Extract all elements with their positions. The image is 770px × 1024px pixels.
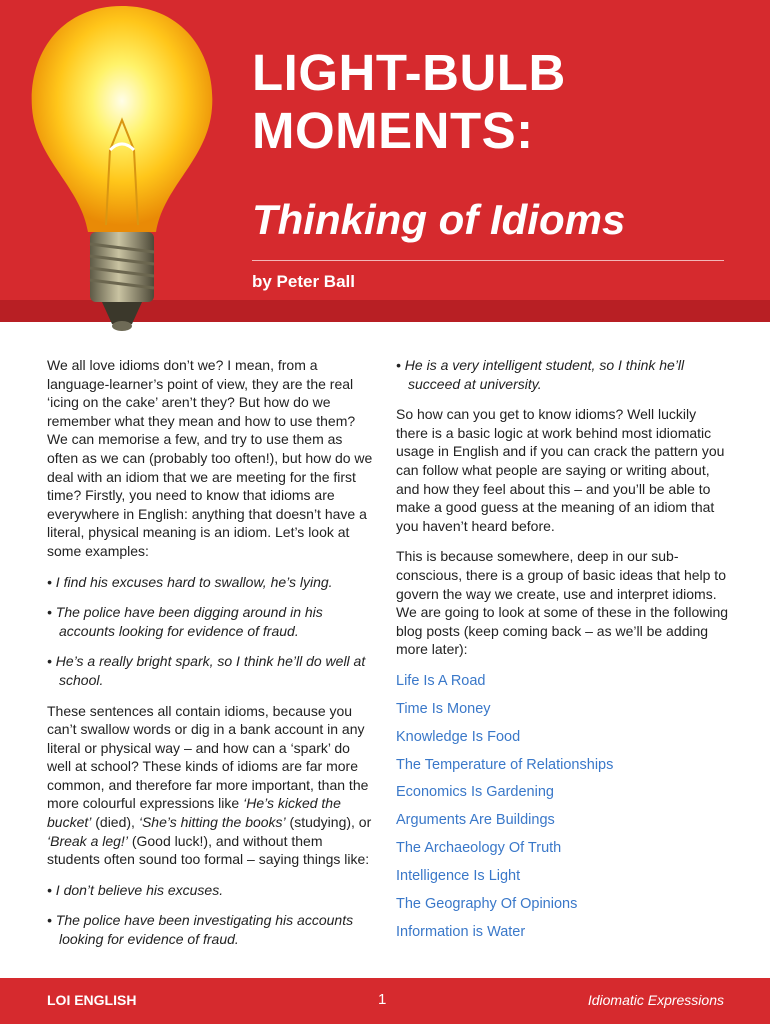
light-bulb-illustration bbox=[10, 0, 235, 340]
text-run: These sentences all contain idioms, because you can’t swallow words or dig in a bank account in any literal or physical way – and how can a ‘spark’ do well at school? These kinds of idioms are far more common, and therefore far more important, than the more colourful expressions like bbox=[47, 702, 369, 812]
blog-link[interactable]: The Temperature of Relationships bbox=[396, 756, 614, 773]
blog-link[interactable]: Life Is A Road bbox=[396, 672, 486, 689]
list-item bbox=[396, 866, 730, 886]
blog-link[interactable]: Time Is Money bbox=[396, 700, 491, 717]
title-line-2: MOMENTS: bbox=[252, 102, 534, 159]
idiom-quote: ‘She’s hitting the books’ bbox=[138, 814, 286, 831]
idiom-quote: ‘He’s kicked the bucket’ bbox=[47, 795, 341, 831]
page-number: 1 bbox=[378, 991, 387, 1008]
example-sentence: • He’s a really bright spark, so I think he’ll do well at school. bbox=[47, 653, 366, 688]
idiom-quote: ‘Break a leg!’ bbox=[47, 832, 128, 849]
header-divider bbox=[252, 260, 724, 261]
blog-link[interactable]: Economics Is Gardening bbox=[396, 784, 554, 801]
blog-link[interactable]: The Geography Of Opinions bbox=[396, 896, 578, 913]
text-run: (Good luck!), and without them students often sound too formal – saying things like: bbox=[47, 832, 370, 868]
brand-name: LOI ENGLISH bbox=[47, 992, 137, 1008]
title-line-1: LIGHT-BULB bbox=[252, 44, 566, 101]
right-column bbox=[396, 356, 730, 950]
text-run: (studying), or bbox=[285, 814, 372, 831]
list-item bbox=[396, 838, 730, 858]
list-item bbox=[396, 922, 730, 942]
page-subtitle: Thinking of Idioms bbox=[252, 196, 626, 243]
page-title bbox=[252, 44, 752, 160]
list-item bbox=[396, 699, 730, 719]
list-item bbox=[396, 671, 730, 691]
example-sentence: • I find his excuses hard to swallow, he’s lying. bbox=[47, 573, 333, 590]
explanation-paragraph bbox=[47, 702, 377, 869]
blog-link[interactable]: Knowledge Is Food bbox=[396, 728, 521, 745]
example-sentence: • The police have been investigating his accounts looking for evidence of fraud. bbox=[47, 912, 354, 948]
blog-post-links bbox=[396, 671, 730, 942]
body-paragraph: This is because somewhere, deep in our sub-conscious, there is a group of basic ideas that help to govern the way we create, use and interpret idioms. We are going to look at some of these in the following blog posts (keep coming back – as we’ll be adding more later): bbox=[396, 548, 729, 658]
blog-link[interactable]: The Archaeology Of Truth bbox=[396, 840, 562, 857]
blog-link[interactable]: Arguments Are Buildings bbox=[396, 812, 555, 829]
body-paragraph: So how can you get to know idioms? Well luckily there is a basic logic at work behind most idiomatic usage in English and if you can crack the pattern you can follow what people are saying or writing about, and how they feel about this – and you’ll be able to make a good guess at the meaning of an idiom that you haven’t heard before. bbox=[396, 406, 725, 534]
list-item bbox=[396, 782, 730, 802]
list-item bbox=[396, 727, 730, 747]
author-byline: by Peter Ball bbox=[252, 272, 355, 291]
example-sentence: • He is a very intelligent student, so I think he’ll succeed at university. bbox=[396, 357, 685, 392]
list-item bbox=[396, 755, 730, 775]
example-sentence: • The police have been digging around in his accounts looking for evidence of fraud. bbox=[47, 604, 323, 639]
left-column bbox=[47, 356, 377, 961]
example-sentence: • I don’t believe his excuses. bbox=[47, 881, 224, 898]
blog-link[interactable]: Information is Water bbox=[396, 923, 526, 940]
list-item bbox=[396, 894, 730, 914]
header-banner bbox=[0, 0, 770, 322]
page-footer bbox=[0, 978, 770, 1024]
blog-link[interactable]: Intelligence Is Light bbox=[396, 868, 521, 885]
section-name: Idiomatic Expressions bbox=[587, 992, 724, 1008]
intro-paragraph: We all love idioms don’t we? I mean, from a language-learner’s point of view, they are the real ‘icing on the cake’ aren’t they? But how do we remember what they mean and how to use them? We can memorise a few, and try to use them as often as we can (probably too often!), but how do we deal with an idiom that we are meeting for the first time? Firstly, you need to know that idioms are everywhere in English: anything that doesn’t have a literal, physical meaning is an idiom. Let’s look at some examples: bbox=[47, 357, 373, 559]
list-item bbox=[396, 810, 730, 830]
text-run: (died), bbox=[91, 814, 139, 831]
